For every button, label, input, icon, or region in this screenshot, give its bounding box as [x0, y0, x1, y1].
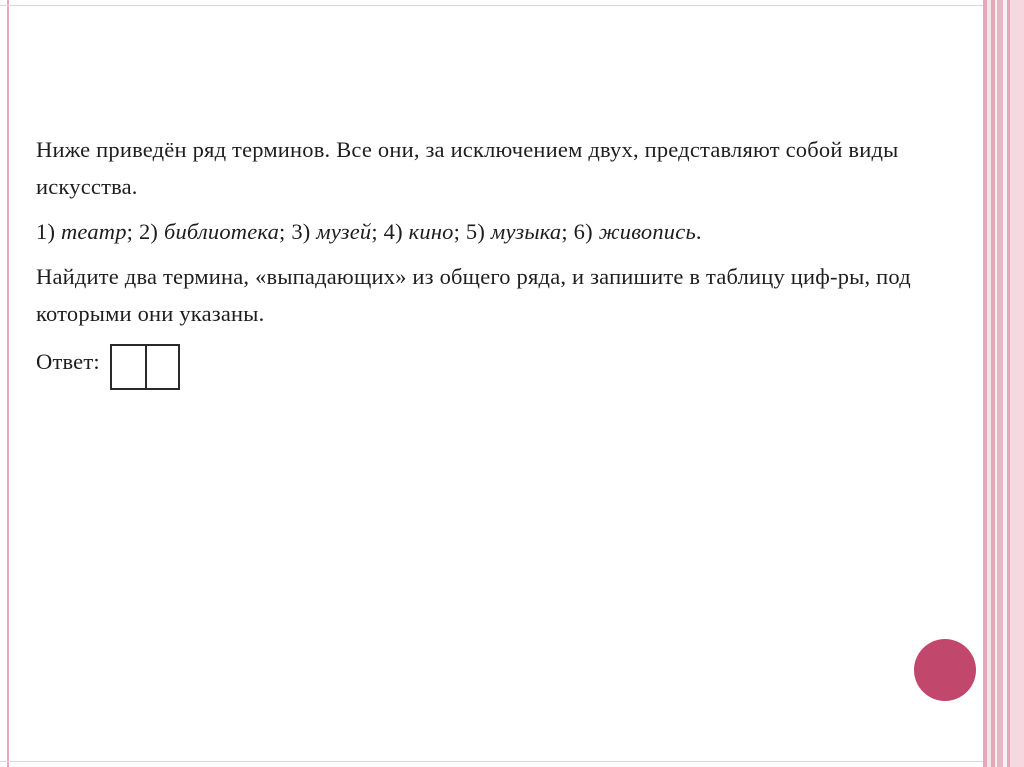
task-content — [36, 131, 966, 384]
term-separator: ; — [561, 219, 568, 244]
term-number: 6) — [573, 219, 593, 244]
term-separator: ; — [126, 219, 134, 244]
decorative-circle — [914, 639, 976, 701]
term-number: 3) — [291, 219, 311, 244]
term-item — [139, 219, 286, 244]
term-word: музыка — [490, 219, 562, 244]
term-item — [574, 219, 702, 244]
term-item — [384, 219, 460, 244]
slide-left-border — [7, 0, 9, 767]
term-number: 2) — [138, 219, 159, 244]
term-word: живопись — [598, 219, 696, 244]
right-stripe — [1010, 0, 1024, 767]
term-item — [291, 219, 378, 244]
slide-bottom-border — [0, 761, 983, 762]
term-number: 5) — [465, 219, 486, 244]
term-number: 4) — [383, 219, 403, 244]
slide-top-border — [0, 5, 983, 6]
term-separator: . — [695, 219, 702, 244]
term-word: библиотека — [163, 219, 280, 244]
term-item — [466, 219, 568, 244]
term-word: музей — [316, 219, 372, 244]
term-separator: ; — [279, 219, 286, 244]
terms-list — [36, 213, 966, 250]
term-separator: ; — [453, 219, 461, 244]
task-instruction: Найдите два термина, «выпадающих» из общего ряда, и запишите в таблицу циф-ры, под которыми они указаны. — [36, 264, 911, 326]
term-separator: ; — [371, 219, 378, 244]
answer-row — [36, 338, 966, 384]
term-word: театр — [60, 219, 127, 244]
answer-cell-1[interactable] — [112, 346, 145, 388]
answer-table — [110, 344, 180, 390]
term-word: кино — [408, 219, 454, 244]
answer-label: Ответ: — [36, 348, 100, 374]
term-number: 1) — [36, 219, 56, 244]
task-intro: Ниже приведён ряд терминов. Все они, за исключением двух, представляют собой виды искусства. — [36, 137, 899, 199]
term-item — [36, 219, 133, 244]
answer-cell-2[interactable] — [145, 346, 178, 388]
